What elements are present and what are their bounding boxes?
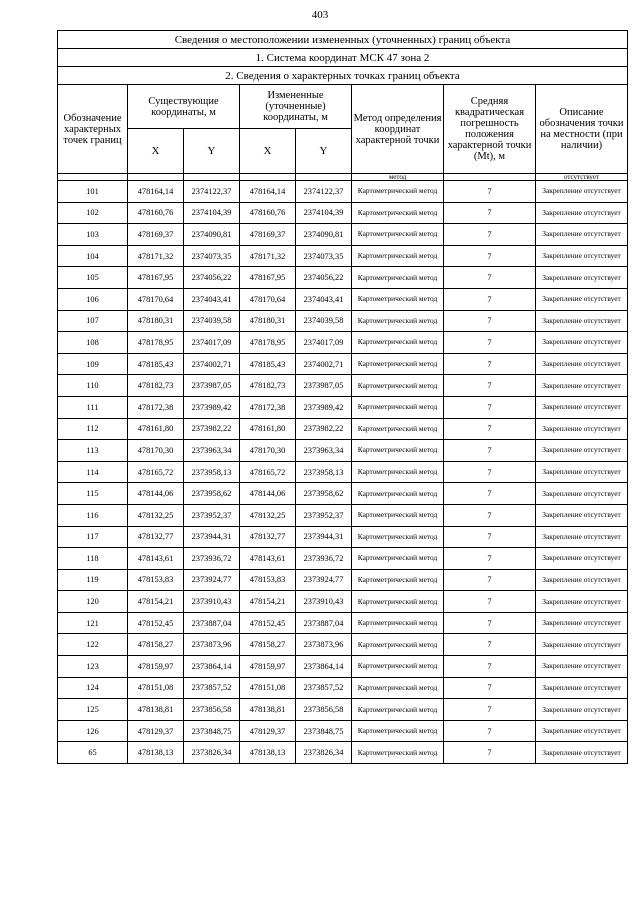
description-cell: Закрепление отсутствует [536,353,628,375]
description-cell: Закрепление отсутствует [536,461,628,483]
description-cell: Закрепление отсутствует [536,310,628,332]
error-cell: 7 [444,396,536,418]
changed-y-cell: 2374090,81 [296,224,352,246]
existing-y-cell: 2373944,31 [184,526,240,548]
description-cell: Закрепление отсутствует [536,526,628,548]
changed-y-cell: 2373952,37 [296,504,352,526]
changed-x-cell: 478132,25 [240,504,296,526]
error-cell: 7 [444,720,536,742]
error-cell: 7 [444,267,536,289]
changed-y-cell: 2373848,75 [296,720,352,742]
existing-y-cell: 2373826,34 [184,742,240,764]
table-row [58,267,628,289]
existing-x-cell: 478158,27 [128,634,184,656]
point-id-cell: 65 [58,742,128,764]
method-cell: Картометрический метод [352,332,444,354]
changed-x-cell: 478138,13 [240,742,296,764]
error-cell: 7 [444,332,536,354]
existing-x-cell: 478170,64 [128,288,184,310]
existing-x-header: X [128,129,184,174]
description-cell: Закрепление отсутствует [536,742,628,764]
error-cell: 7 [444,677,536,699]
method-cell: Картометрический метод [352,202,444,224]
existing-x-cell: 478153,83 [128,569,184,591]
method-cell: Картометрический метод [352,699,444,721]
table-row [58,634,628,656]
changed-x-cell: 478165,72 [240,461,296,483]
existing-y-cell: 2374056,22 [184,267,240,289]
method-cell: Картометрический метод [352,418,444,440]
error-cell: 7 [444,699,536,721]
point-id-cell: 106 [58,288,128,310]
changed-x-cell: 478170,30 [240,440,296,462]
existing-y-cell: 2373958,13 [184,461,240,483]
changed-x-cell: 478172,38 [240,396,296,418]
changed-y-cell: 2374073,35 [296,245,352,267]
description-cell: Закрепление отсутствует [536,591,628,613]
changed-x-cell: 478167,95 [240,267,296,289]
table-row [58,742,628,764]
existing-y-cell: 2374039,58 [184,310,240,332]
changed-x-cell: 478144,06 [240,483,296,505]
existing-y-cell: 2373864,14 [184,656,240,678]
existing-y-cell: 2373963,34 [184,440,240,462]
existing-y-cell: 2374043,41 [184,288,240,310]
error-cell: 7 [444,656,536,678]
existing-y-cell: 2373987,05 [184,375,240,397]
existing-x-cell: 478132,25 [128,504,184,526]
point-id-cell: 112 [58,418,128,440]
description-cell: Закрепление отсутствует [536,569,628,591]
table-row [58,396,628,418]
error-cell: 7 [444,526,536,548]
changed-x-header: X [240,129,296,174]
method-cell: Картометрический метод [352,634,444,656]
existing-y-cell: 2373936,72 [184,548,240,570]
table-row [58,418,628,440]
description-cell: Закрепление отсутствует [536,634,628,656]
changed-y-cell: 2373963,34 [296,440,352,462]
error-cell: 7 [444,288,536,310]
error-cell: 7 [444,742,536,764]
description-cell: Закрепление отсутствует [536,612,628,634]
method-cell: Картометрический метод [352,569,444,591]
changed-y-cell: 2373958,62 [296,483,352,505]
continuation-row [58,174,628,181]
method-cell: Картометрический метод [352,310,444,332]
error-cell: 7 [444,224,536,246]
changed-x-cell: 478185,43 [240,353,296,375]
method-cell: Картометрический метод [352,591,444,613]
description-cell: Закрепление отсутствует [536,720,628,742]
method-cell: Картометрический метод [352,461,444,483]
changed-y-cell: 2373982,22 [296,418,352,440]
changed-y-cell: 2373873,96 [296,634,352,656]
method-cell: Картометрический метод [352,504,444,526]
existing-x-cell: 478151,08 [128,677,184,699]
changed-x-cell: 478153,83 [240,569,296,591]
table-row [58,677,628,699]
point-id-cell: 101 [58,181,128,203]
method-cell: Картометрический метод [352,245,444,267]
description-cell: Закрепление отсутствует [536,267,628,289]
table-row [58,656,628,678]
col-point-header: Обозначение характерных точек границ [58,85,128,174]
point-id-cell: 117 [58,526,128,548]
changed-y-cell: 2374104,39 [296,202,352,224]
existing-x-cell: 478167,95 [128,267,184,289]
existing-x-cell: 478160,76 [128,202,184,224]
existing-y-cell: 2373910,43 [184,591,240,613]
existing-y-cell: 2373952,37 [184,504,240,526]
point-id-cell: 103 [58,224,128,246]
page-number: 403 [311,9,329,21]
table-row [58,461,628,483]
existing-x-cell: 478161,80 [128,418,184,440]
existing-x-cell: 478180,31 [128,310,184,332]
changed-x-cell: 478169,37 [240,224,296,246]
method-cell: Картометрический метод [352,396,444,418]
changed-x-cell: 478180,31 [240,310,296,332]
description-cell: Закрепление отсутствует [536,504,628,526]
table-row [58,699,628,721]
point-id-cell: 124 [58,677,128,699]
point-id-cell: 122 [58,634,128,656]
method-cell: Картометрический метод [352,267,444,289]
table-row [58,591,628,613]
existing-y-cell: 2374090,81 [184,224,240,246]
error-cell: 7 [444,440,536,462]
changed-y-cell: 2374017,09 [296,332,352,354]
point-id-cell: 125 [58,699,128,721]
description-cell: Закрепление отсутствует [536,202,628,224]
error-cell: 7 [444,245,536,267]
changed-x-cell: 478132,77 [240,526,296,548]
existing-y-cell: 2373989,42 [184,396,240,418]
point-id-cell: 126 [58,720,128,742]
table-row [58,720,628,742]
changed-x-cell: 478159,97 [240,656,296,678]
changed-x-cell: 478154,21 [240,591,296,613]
existing-x-cell: 478129,37 [128,720,184,742]
existing-x-cell: 478172,38 [128,396,184,418]
existing-x-cell: 478138,81 [128,699,184,721]
point-id-cell: 121 [58,612,128,634]
description-cell: Закрепление отсутствует [536,440,628,462]
changed-y-cell: 2374002,71 [296,353,352,375]
existing-x-cell: 478164,14 [128,181,184,203]
existing-x-cell: 478185,43 [128,353,184,375]
point-id-cell: 105 [58,267,128,289]
existing-x-cell: 478169,37 [128,224,184,246]
changed-x-cell: 478151,08 [240,677,296,699]
description-cell: Закрепление отсутствует [536,656,628,678]
changed-y-cell: 2373944,31 [296,526,352,548]
continuation-description: отсутствует [536,174,628,181]
continuation-method: метод [352,174,444,181]
point-id-cell: 108 [58,332,128,354]
existing-x-cell: 478171,32 [128,245,184,267]
table-row [58,332,628,354]
description-cell: Закрепление отсутствует [536,375,628,397]
changed-y-cell: 2373958,13 [296,461,352,483]
changed-y-cell: 2374043,41 [296,288,352,310]
changed-y-cell: 2374039,58 [296,310,352,332]
existing-y-header: Y [184,129,240,174]
existing-x-cell: 478154,21 [128,591,184,613]
point-id-cell: 102 [58,202,128,224]
point-id-cell: 114 [58,461,128,483]
changed-x-cell: 478171,32 [240,245,296,267]
error-cell: 7 [444,504,536,526]
point-id-cell: 109 [58,353,128,375]
table-row [58,224,628,246]
description-cell: Закрепление отсутствует [536,396,628,418]
col-changed-header: Измененные (уточненные) координаты, м [240,85,352,129]
existing-x-cell: 478138,13 [128,742,184,764]
existing-x-cell: 478178,95 [128,332,184,354]
changed-y-cell: 2373887,04 [296,612,352,634]
existing-y-cell: 2373958,62 [184,483,240,505]
changed-x-cell: 478164,14 [240,181,296,203]
changed-x-cell: 478182,73 [240,375,296,397]
error-cell: 7 [444,202,536,224]
description-cell: Закрепление отсутствует [536,288,628,310]
point-id-cell: 115 [58,483,128,505]
method-cell: Картометрический метод [352,742,444,764]
changed-x-cell: 478158,27 [240,634,296,656]
changed-y-cell: 2373826,34 [296,742,352,764]
changed-x-cell: 478160,76 [240,202,296,224]
changed-y-cell: 2373924,77 [296,569,352,591]
table-row [58,181,628,203]
error-cell: 7 [444,569,536,591]
method-cell: Картометрический метод [352,612,444,634]
changed-y-header: Y [296,129,352,174]
existing-x-cell: 478132,77 [128,526,184,548]
method-cell: Картометрический метод [352,656,444,678]
table-row [58,612,628,634]
description-cell: Закрепление отсутствует [536,332,628,354]
table-row [58,548,628,570]
existing-x-cell: 478165,72 [128,461,184,483]
method-cell: Картометрический метод [352,288,444,310]
method-cell: Картометрический метод [352,375,444,397]
point-id-cell: 111 [58,396,128,418]
existing-y-cell: 2373982,22 [184,418,240,440]
point-id-cell: 119 [58,569,128,591]
table-row [58,569,628,591]
method-cell: Картометрический метод [352,440,444,462]
description-cell: Закрепление отсутствует [536,418,628,440]
coordinates-table [57,30,628,764]
existing-x-cell: 478159,97 [128,656,184,678]
existing-x-cell: 478182,73 [128,375,184,397]
changed-y-cell: 2373856,58 [296,699,352,721]
existing-y-cell: 2373856,58 [184,699,240,721]
error-cell: 7 [444,548,536,570]
method-cell: Картометрический метод [352,224,444,246]
existing-y-cell: 2374073,35 [184,245,240,267]
error-cell: 7 [444,418,536,440]
description-cell: Закрепление отсутствует [536,181,628,203]
existing-y-cell: 2373857,52 [184,677,240,699]
point-id-cell: 118 [58,548,128,570]
point-id-cell: 113 [58,440,128,462]
existing-y-cell: 2373887,04 [184,612,240,634]
table-row [58,288,628,310]
table-title: Сведения о местоположении измененных (уточненных) границ объекта [58,31,628,49]
method-cell: Картометрический метод [352,353,444,375]
coordinate-system-heading: 1. Система координат МСК 47 зона 2 [58,49,628,67]
existing-y-cell: 2374017,09 [184,332,240,354]
col-error-header: Средняя квадратическая погрешность положения характерной точки (Mt), м [444,85,536,174]
error-cell: 7 [444,483,536,505]
description-cell: Закрепление отсутствует [536,483,628,505]
method-cell: Картометрический метод [352,677,444,699]
table-row [58,483,628,505]
existing-x-cell: 478144,06 [128,483,184,505]
description-cell: Закрепление отсутствует [536,548,628,570]
changed-y-cell: 2373989,42 [296,396,352,418]
description-cell: Закрепление отсутствует [536,245,628,267]
error-cell: 7 [444,634,536,656]
method-cell: Картометрический метод [352,181,444,203]
point-id-cell: 107 [58,310,128,332]
method-cell: Картометрический метод [352,720,444,742]
changed-x-cell: 478152,45 [240,612,296,634]
description-cell: Закрепление отсутствует [536,224,628,246]
changed-x-cell: 478138,81 [240,699,296,721]
changed-y-cell: 2373987,05 [296,375,352,397]
existing-y-cell: 2374002,71 [184,353,240,375]
method-cell: Картометрический метод [352,548,444,570]
col-existing-header: Существующие координаты, м [128,85,240,129]
existing-y-cell: 2373873,96 [184,634,240,656]
error-cell: 7 [444,461,536,483]
error-cell: 7 [444,591,536,613]
error-cell: 7 [444,181,536,203]
existing-y-cell: 2373924,77 [184,569,240,591]
changed-y-cell: 2373857,52 [296,677,352,699]
existing-y-cell: 2374104,39 [184,202,240,224]
error-cell: 7 [444,375,536,397]
table-row [58,504,628,526]
existing-y-cell: 2373848,75 [184,720,240,742]
method-cell: Картометрический метод [352,526,444,548]
point-id-cell: 110 [58,375,128,397]
table-row [58,202,628,224]
points-section-heading: 2. Сведения о характерных точках границ объекта [58,67,628,85]
changed-y-cell: 2373936,72 [296,548,352,570]
point-id-cell: 104 [58,245,128,267]
changed-x-cell: 478178,95 [240,332,296,354]
table-row [58,353,628,375]
method-cell: Картометрический метод [352,483,444,505]
existing-x-cell: 478152,45 [128,612,184,634]
table-row [58,526,628,548]
changed-y-cell: 2374122,37 [296,181,352,203]
point-id-cell: 120 [58,591,128,613]
table-row [58,310,628,332]
changed-x-cell: 478161,80 [240,418,296,440]
table-row [58,375,628,397]
changed-x-cell: 478143,61 [240,548,296,570]
point-id-cell: 116 [58,504,128,526]
existing-x-cell: 478170,30 [128,440,184,462]
col-description-header: Описание обозначения точки на местности (при наличии) [536,85,628,174]
col-method-header: Метод определения координат характерной точки [352,85,444,174]
error-cell: 7 [444,612,536,634]
error-cell: 7 [444,353,536,375]
point-id-cell: 123 [58,656,128,678]
changed-x-cell: 478170,64 [240,288,296,310]
changed-y-cell: 2373864,14 [296,656,352,678]
table-row [58,440,628,462]
description-cell: Закрепление отсутствует [536,699,628,721]
table-row [58,245,628,267]
changed-y-cell: 2373910,43 [296,591,352,613]
existing-x-cell: 478143,61 [128,548,184,570]
changed-x-cell: 478129,37 [240,720,296,742]
existing-y-cell: 2374122,37 [184,181,240,203]
description-cell: Закрепление отсутствует [536,677,628,699]
changed-y-cell: 2374056,22 [296,267,352,289]
error-cell: 7 [444,310,536,332]
